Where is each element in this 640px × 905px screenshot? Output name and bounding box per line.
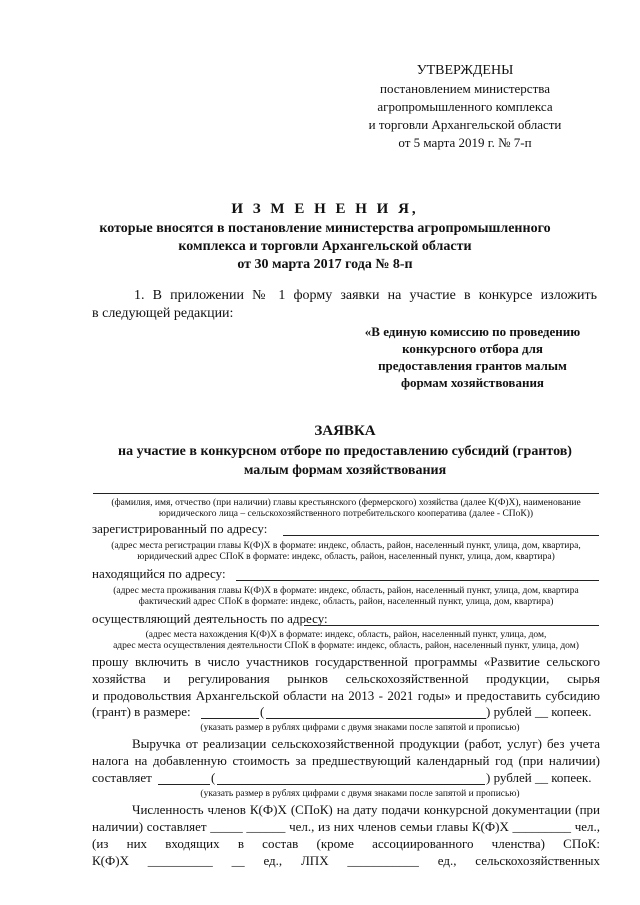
revenue-line: Выручка от реализации сельскохозяйственной продукции (работ, услуг) без учета [132, 736, 600, 751]
addressee-line: конкурсного отбора для [402, 341, 543, 356]
activity-note: (адрес места нахождения К(Ф)Х в формате: индекс, область, район, населенный пункт, улица, дом, [145, 630, 547, 640]
application-subtitle: малым формам хозяйствования [243, 463, 447, 478]
addressee-line: «В единую комиссию по проведению [364, 324, 581, 339]
title-line: которые вносятся в постановление министерства агропромышленного [99, 221, 551, 236]
registered-address-field[interactable] [283, 535, 599, 536]
request-line: и продовольствия Архангельской области на 2013 - 2021 годы» и предоставить субсидию [92, 688, 600, 703]
approval-line: и торговли Архангельской области [368, 117, 562, 132]
addressee-block [345, 323, 600, 391]
title-line: от 30 марта 2017 года № 8-п [237, 257, 413, 272]
approval-line: постановлением министерства [379, 81, 550, 96]
applicant-name-field[interactable] [93, 493, 599, 494]
registered-note: юридический адрес СПоК в формате: индекс, область, район, населенный пункт, улица, дом, квартира) [137, 552, 555, 562]
grant-open-paren: ( [260, 704, 265, 719]
located-note: фактический адрес СПоК в формате: индекс, область, район, населенный пункт, улица, дом, квартира) [138, 597, 554, 607]
application-heading [90, 420, 600, 480]
point-1-line: в следующей редакции: [92, 306, 234, 321]
members-line: Численность членов К(Ф)Х (СПоК) на дату подачи конкурсной документации (при [132, 802, 600, 817]
revenue-suffix: ) рублей __ копеек. [486, 770, 592, 785]
title-line: комплекса и торговли Архангельской области [178, 239, 472, 254]
revenue-line: налога на добавленную стоимость за предшествующий календарный год (при наличии) [92, 753, 600, 768]
registered-note: (адрес места регистрации главы К(Ф)Х в формате: индекс, область, район, населенный пункт, улица, дом, квартира, [111, 541, 581, 551]
grant-amount-suffix: ) рублей __ копеек. [486, 704, 592, 719]
located-address-label: находящийся по адресу: [92, 566, 226, 581]
grant-amount-words-field[interactable] [266, 718, 486, 719]
grant-amount-digits-field[interactable] [201, 718, 259, 719]
addressee-line: предоставления грантов малым [378, 358, 567, 373]
registered-address-label: зарегистрированный по адресу: [92, 521, 268, 536]
name-note: юридического лица – сельскохозяйственного потребительского кооператива (далее - СПоК)) [158, 509, 534, 519]
request-line: прошу включить в число участников государственной программы «Развитие сельского [92, 654, 600, 669]
revenue-words-field[interactable] [217, 784, 485, 785]
application-subtitle: на участие в конкурсном отборе по предоставлению субсидий (грантов) [118, 444, 572, 459]
located-address-field[interactable] [236, 580, 599, 581]
request-line: хозяйства и регулирования рынков сельскохозяйственной продукции, сырья [92, 671, 600, 686]
activity-address-field[interactable] [304, 625, 599, 626]
name-note: (фамилия, имя, отчество (при наличии) главы крестьянского (фермерского) хозяйства (далее К(Ф)Х), наименование [111, 498, 581, 508]
approval-line: агропромышленного комплекса [377, 99, 553, 114]
members-line: (из них входящих в состав (кроме ассоциированного членства) СПоК: [92, 836, 600, 851]
members-line: К(Ф)Х __________ __ ед., ЛПХ ___________ ед., сельскохозяйственных [92, 853, 600, 868]
point-1-line: 1. В приложении № 1 форму заявки на участие в конкурсе изложить [134, 288, 597, 303]
addressee-line: формам хозяйствования [401, 375, 544, 390]
activity-note: адрес места осуществления деятельности СПоК в формате: индекс, область, район, населенный пункт, улица, дом) [113, 641, 579, 651]
document-title [80, 198, 570, 274]
members-line: наличии) составляет _____ ______ чел., из них членов семьи главы К(Ф)Х _________ чел., [92, 819, 600, 834]
revenue-label: составляет [92, 770, 152, 785]
application-title: ЗАЯВКА [314, 423, 376, 439]
located-note: (адрес места проживания главы К(Ф)Х в формате: индекс, область, район, населенный пункт, улица, дом, квартира [113, 586, 579, 596]
activity-address-label: осуществляющий деятельность по адресу: [92, 611, 328, 626]
approval-block [330, 62, 600, 152]
grant-amount-note: (указать размер в рублях цифрами с двумя знаками после запятой и прописью) [200, 723, 520, 733]
title-heading: И З М Е Н Е Н И Я, [231, 201, 419, 217]
revenue-digits-field[interactable] [158, 784, 210, 785]
approval-line: от 5 марта 2019 г. № 7-п [398, 135, 532, 150]
grant-amount-label: (грант) в размере: [92, 704, 191, 719]
revenue-note: (указать размер в рублях цифрами с двумя знаками после запятой и прописью) [200, 789, 520, 799]
revenue-open-paren: ( [211, 770, 216, 785]
point-1-paragraph [92, 287, 597, 323]
approval-line: УТВЕРЖДЕНЫ [416, 63, 514, 78]
